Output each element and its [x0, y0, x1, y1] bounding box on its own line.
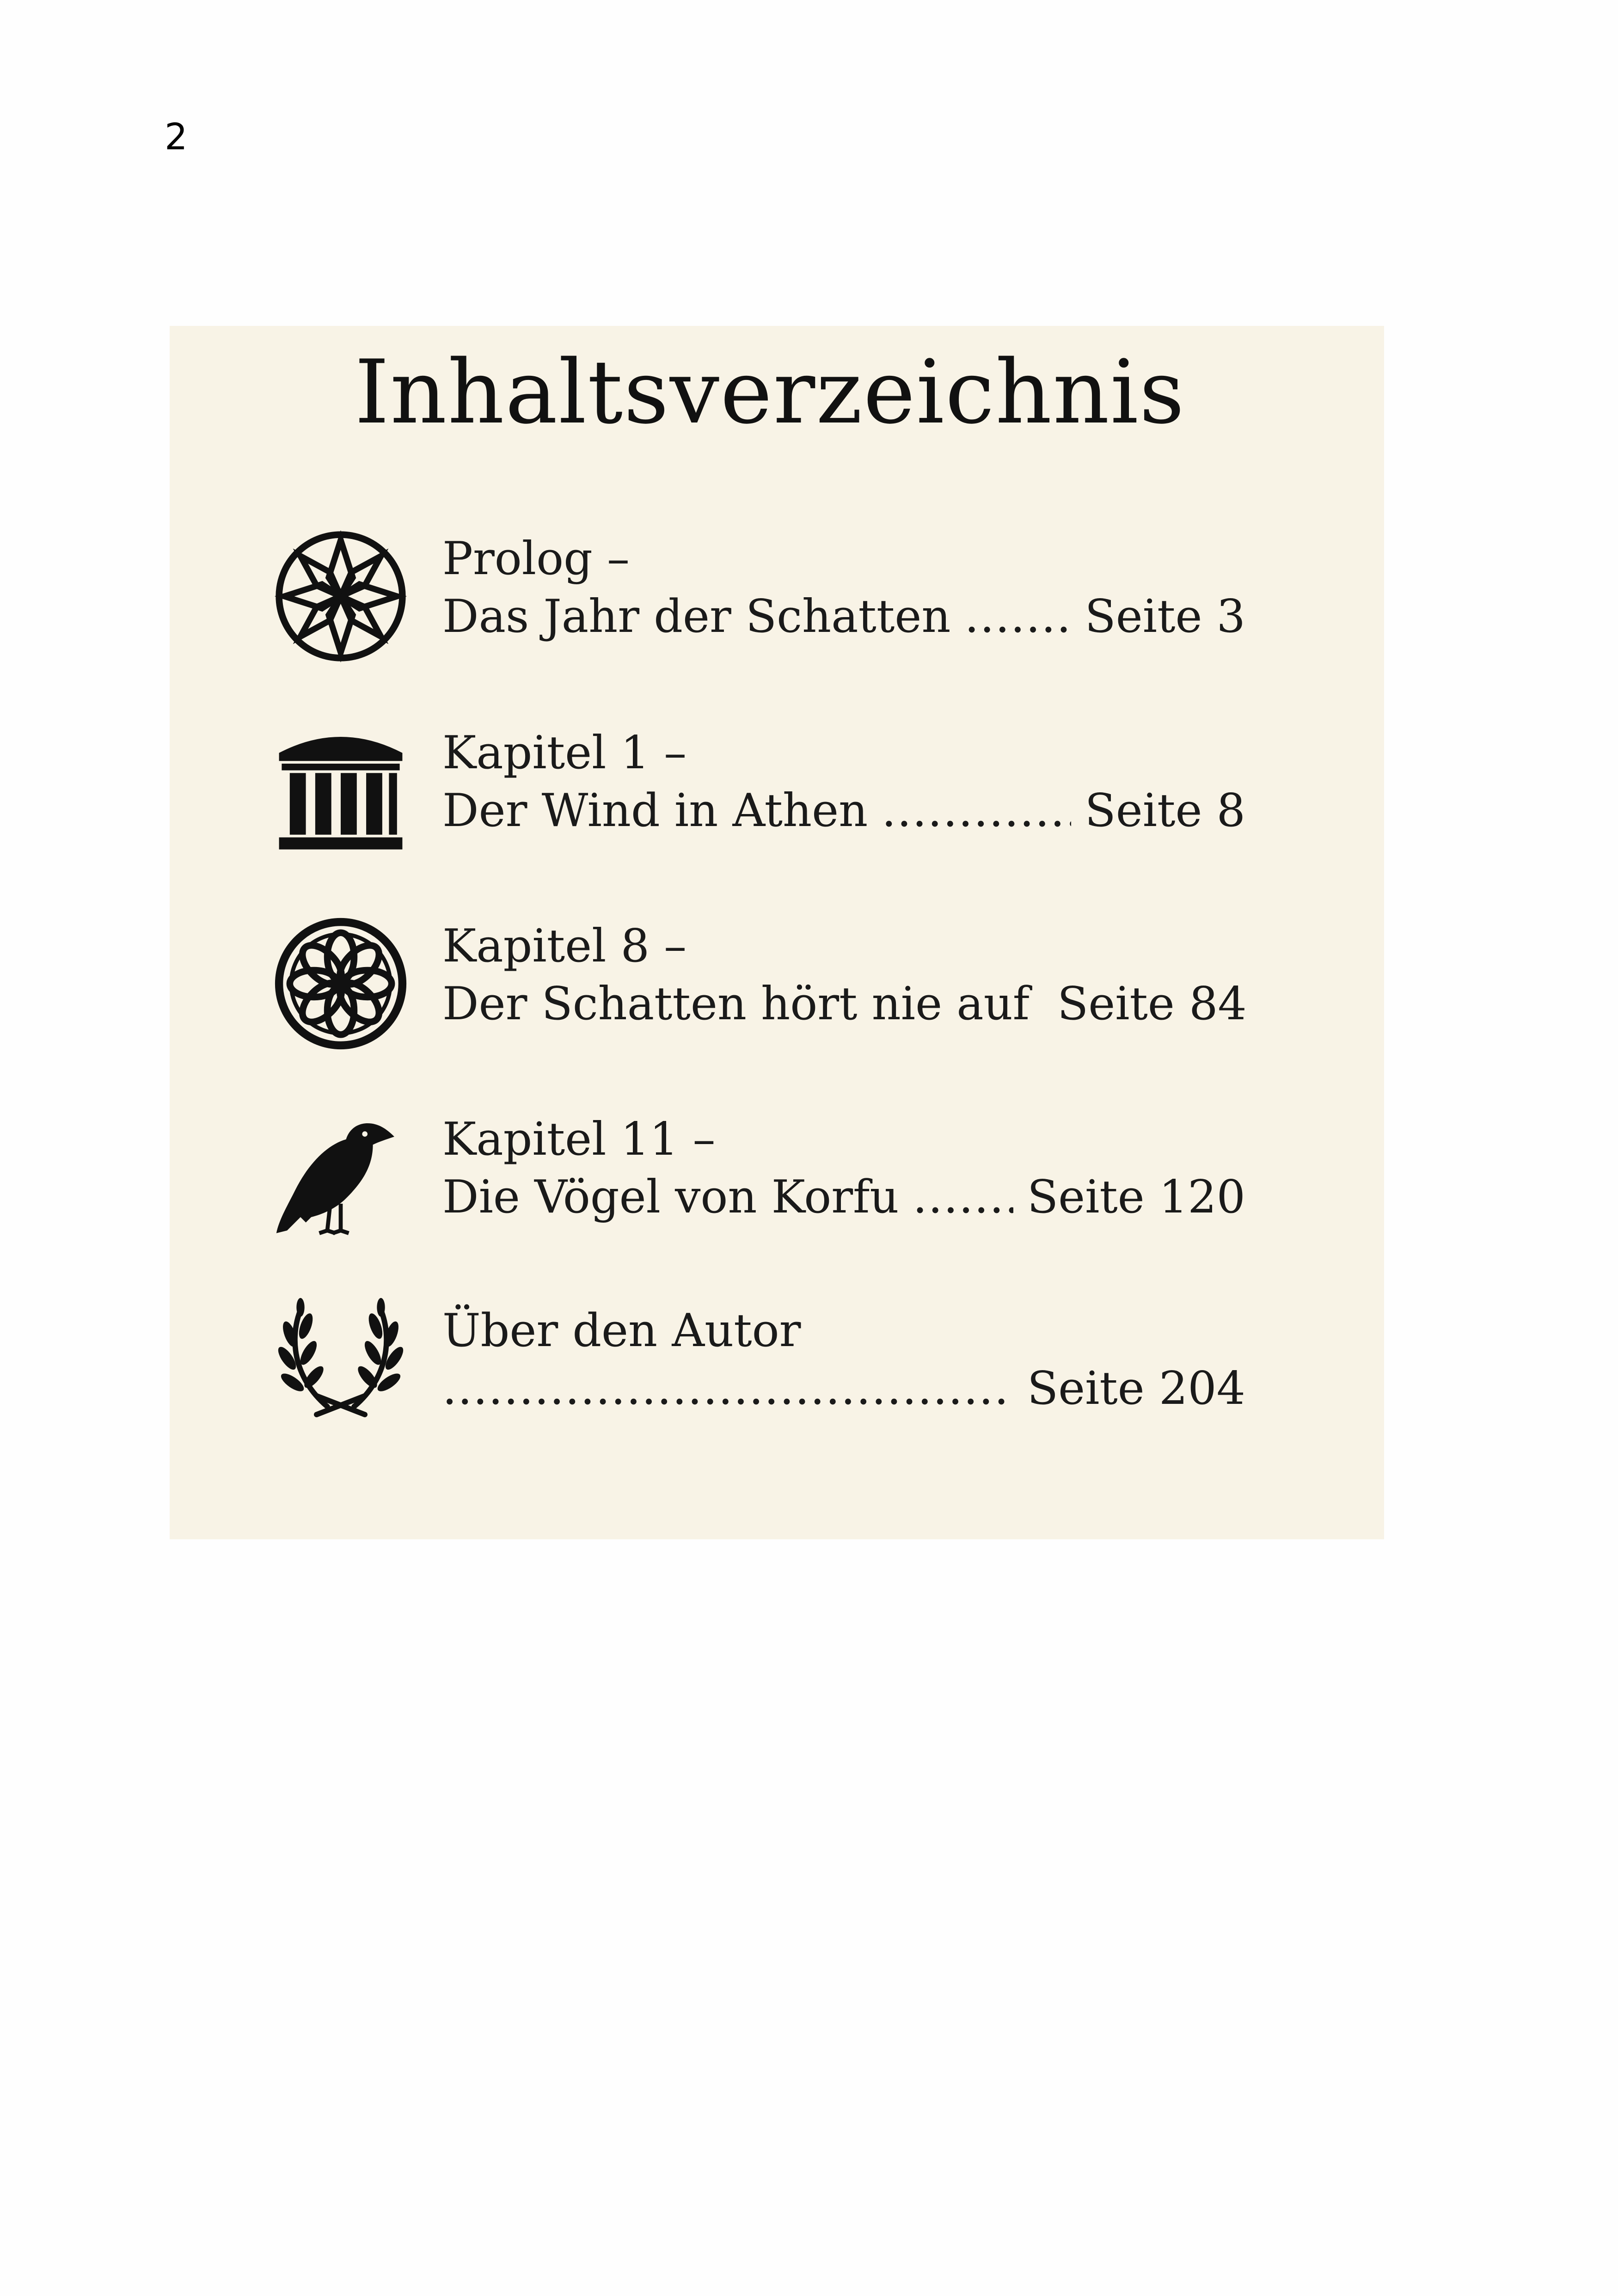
- star-rosette-icon: [274, 529, 408, 663]
- page-number: 2: [165, 116, 188, 158]
- leader-dots: [882, 788, 1071, 833]
- toc-entry-prolog: [170, 520, 1384, 677]
- leader-dots: [442, 1366, 1013, 1411]
- leader-dots: [964, 594, 1071, 639]
- toc-entry-page: Seite 8: [1085, 784, 1245, 837]
- toc-entry-page: Seite 204: [1027, 1362, 1245, 1415]
- toc-entry-title: Die Vögel von Korfu: [442, 1171, 899, 1224]
- toc-entry-line: [442, 1171, 1245, 1224]
- greek-temple-icon: [274, 723, 408, 857]
- toc-entry-chapter-1: [170, 714, 1384, 871]
- toc-entry-heading: Kapitel 8 –: [442, 920, 687, 973]
- toc-title: Inhaltsverzeichnis: [354, 341, 1186, 443]
- toc-entry-title: Der Schatten hört nie auf: [442, 978, 1030, 1030]
- flower-rosette-icon: [274, 917, 408, 1051]
- toc-entry-page: Seite 120: [1027, 1171, 1245, 1224]
- toc-entry-chapter-11: [170, 1101, 1384, 1258]
- bird-icon: [274, 1110, 408, 1244]
- toc-entry-chapter-8: [170, 907, 1384, 1065]
- toc-entry-heading: Kapitel 11 –: [442, 1113, 716, 1166]
- toc-entry-line: [442, 784, 1245, 837]
- laurel-wreath-icon: [274, 1297, 408, 1431]
- toc-entry-line: [442, 978, 1247, 1030]
- toc-entry-line: [442, 1362, 1245, 1415]
- toc-entry-title: Der Wind in Athen: [442, 784, 868, 837]
- toc-entry-about-author: [170, 1292, 1384, 1449]
- toc-entry-heading: Über den Autor: [442, 1304, 801, 1357]
- table-of-contents: [170, 326, 1384, 1539]
- toc-entry-title: Das Jahr der Schatten: [442, 590, 951, 643]
- toc-entry-page: Seite 3: [1085, 590, 1245, 643]
- toc-entry-heading: Prolog –: [442, 533, 630, 585]
- toc-entry-heading: Kapitel 1 –: [442, 727, 687, 779]
- leader-dots: [913, 1175, 1013, 1220]
- toc-entry-line: [442, 590, 1245, 643]
- toc-entry-page: Seite 84: [1057, 978, 1247, 1030]
